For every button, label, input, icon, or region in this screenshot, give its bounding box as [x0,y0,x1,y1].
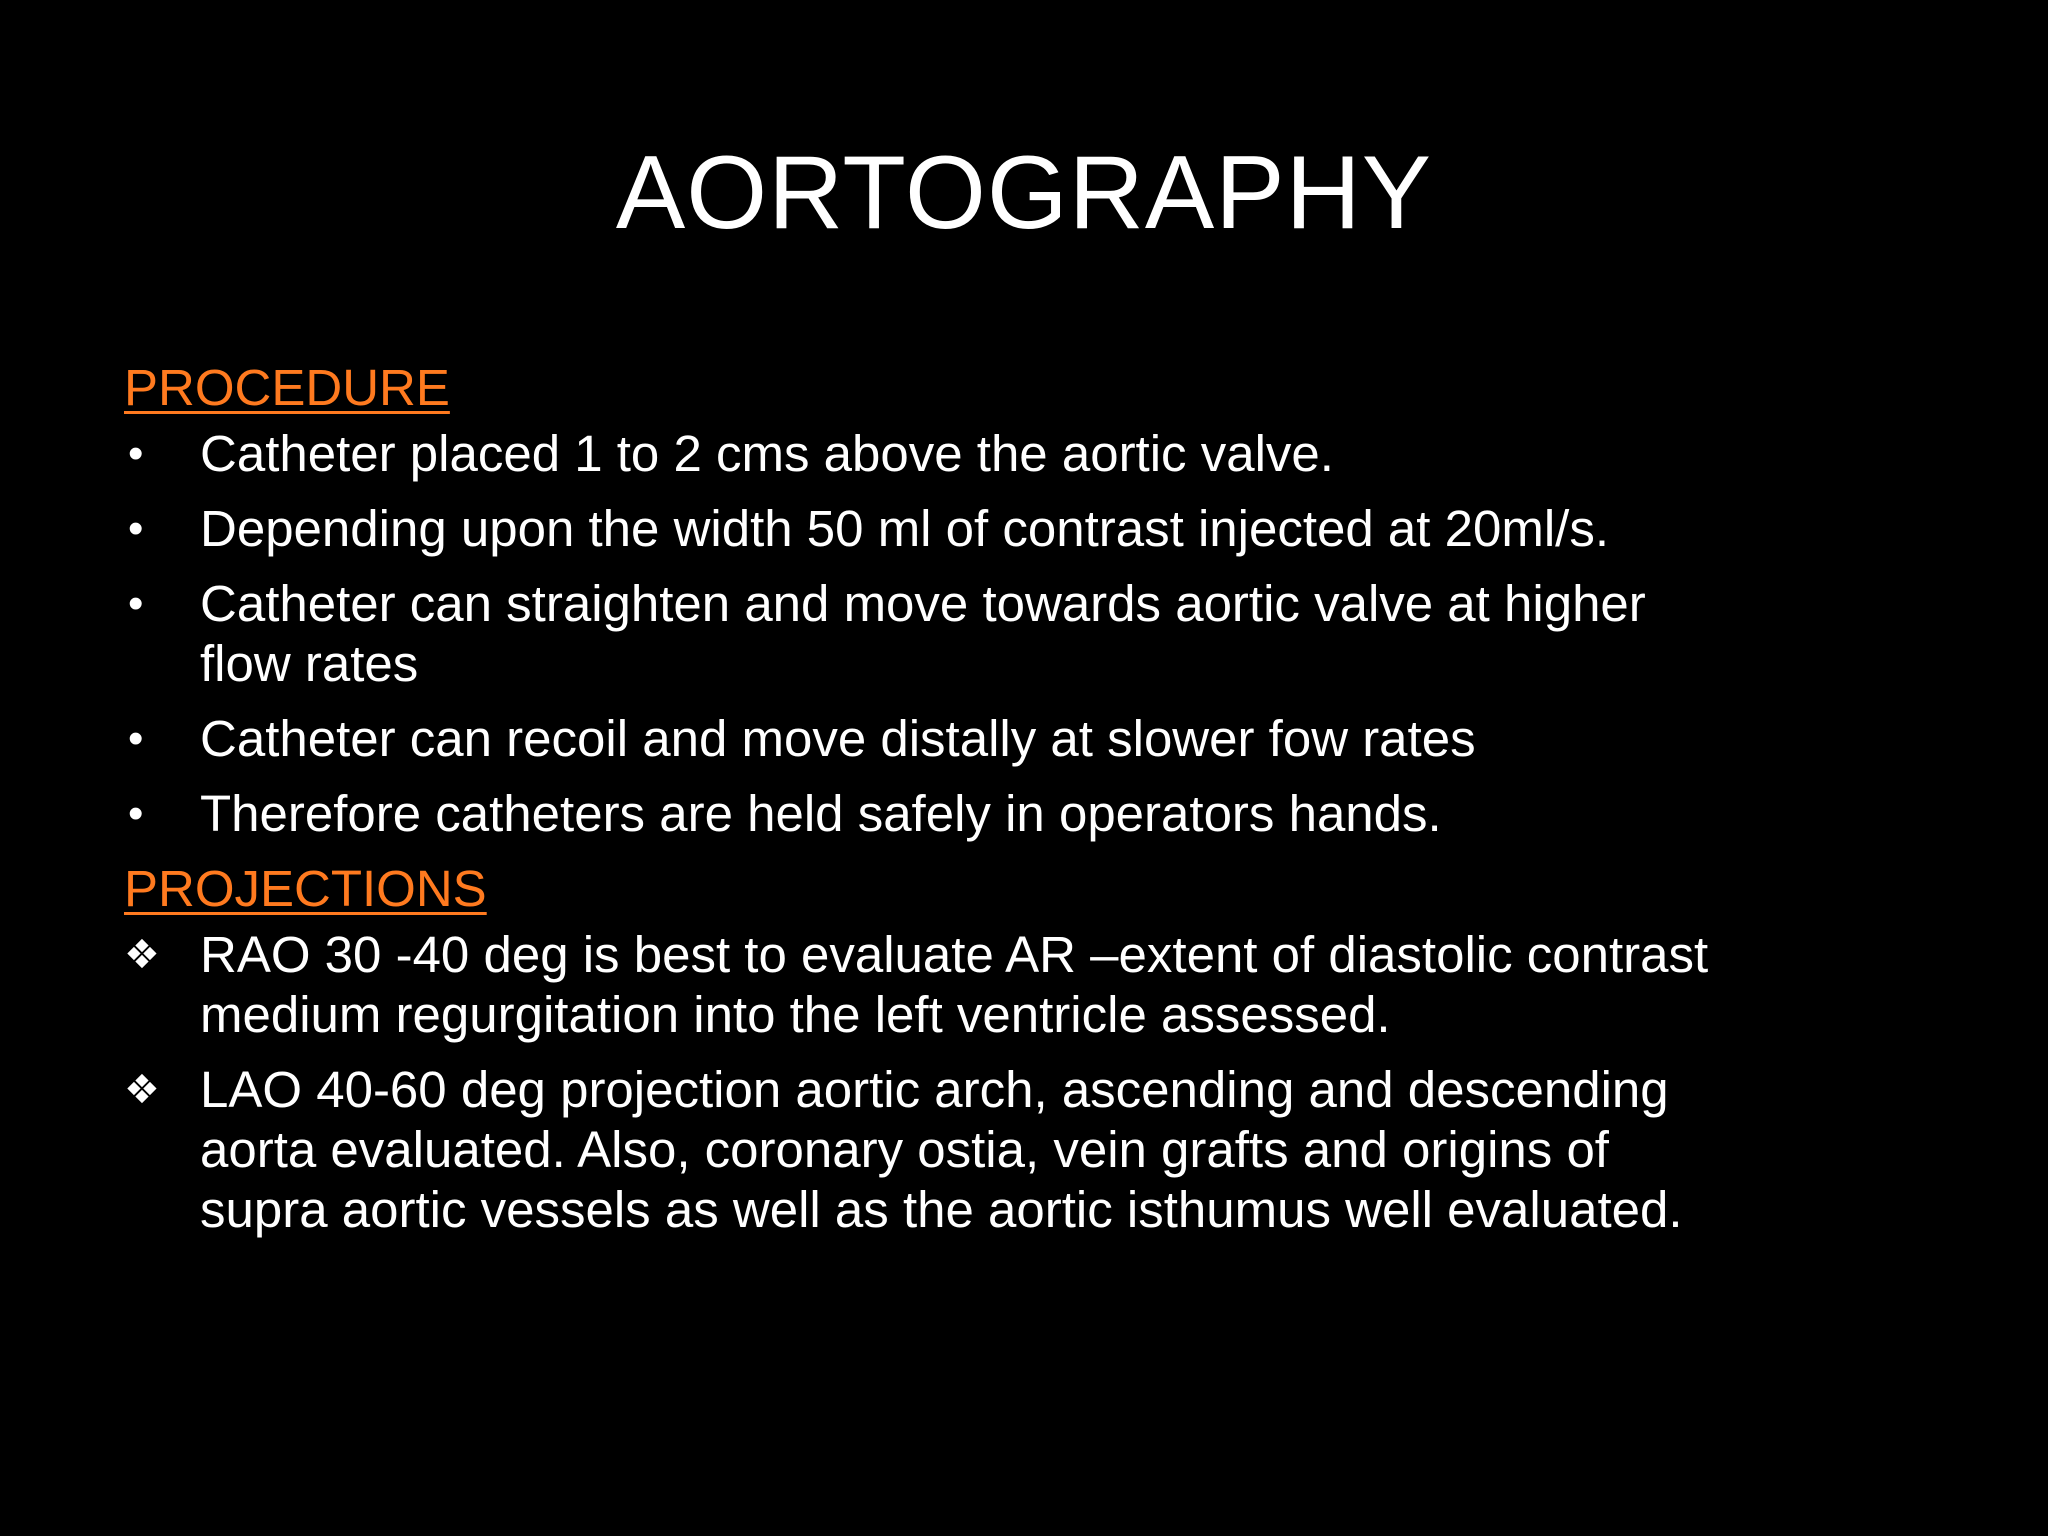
list-item-text: Catheter placed 1 to 2 cms above the aortic valve. [200,425,1334,482]
list-item-text: Catheter can straighten and move towards aortic valve at higher flow rates [200,575,1646,692]
procedure-heading: PROCEDURE [124,359,450,416]
list-item [124,424,1954,484]
list-item [124,925,1954,1045]
list-item-text: RAO 30 -40 deg is best to evaluate AR –extent of diastolic contrast medium regurgitation into the left ventricle assessed. [200,926,1709,1043]
bullet-icon: • [128,714,144,763]
list-item [124,784,1954,844]
projections-list [124,925,1954,1240]
diamond-bullet-icon: ❖ [124,932,160,978]
bullet-icon: • [128,429,144,478]
list-item [124,499,1954,559]
list-item-text: Therefore catheters are held safely in operators hands. [200,785,1442,842]
list-item [124,574,1954,694]
diamond-bullet-icon: ❖ [124,1067,160,1113]
bullet-icon: • [128,504,144,553]
slide-content [124,358,1954,1255]
list-item-text: Depending upon the width 50 ml of contrast injected at 20ml/s. [200,500,1609,557]
list-item-text: LAO 40-60 deg projection aortic arch, ascending and descending aorta evaluated. Also, coronary ostia, vein grafts and origins of supra aortic vessels as well as the aortic isthumus well evaluated. [200,1061,1683,1238]
list-item [124,1060,1954,1240]
list-item-text: Catheter can recoil and move distally at slower fow rates [200,710,1476,767]
bullet-icon: • [128,789,144,838]
projections-heading: PROJECTIONS [124,860,487,917]
list-item [124,709,1954,769]
slide-title: AORTOGRAPHY [615,135,1433,251]
procedure-list [124,424,1954,844]
bullet-icon: • [128,579,144,628]
